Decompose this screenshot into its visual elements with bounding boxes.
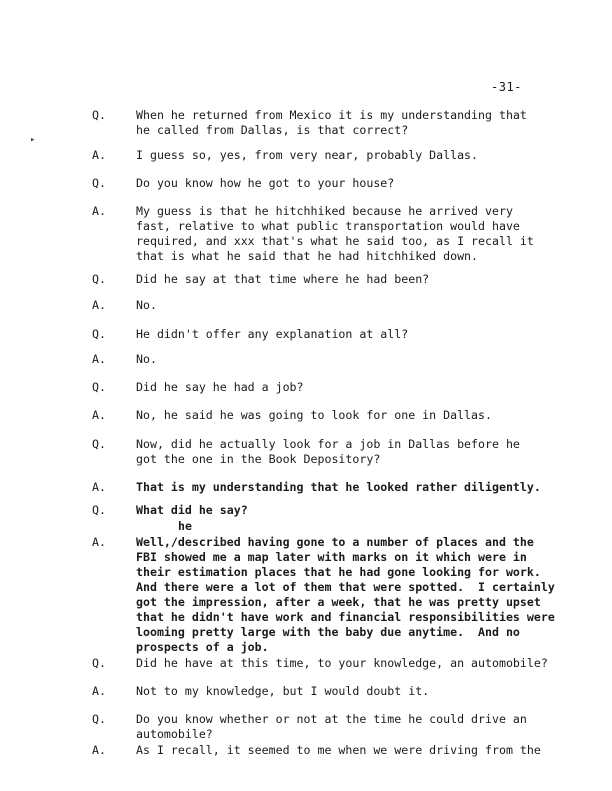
question-label: Q. xyxy=(92,108,106,122)
question-label: Q. xyxy=(92,380,106,394)
text-line: I guess so, yes, from very near, probably Dallas. xyxy=(136,148,479,162)
statement-text xyxy=(136,480,576,495)
text-line: required, and xxx that's what he said too, as I recall it xyxy=(136,234,534,248)
text-line: got the one in the Book Depository? xyxy=(136,452,381,466)
text-line: Well,/described having gone to a number of places and the xyxy=(136,535,534,549)
answer-label: A. xyxy=(92,535,106,549)
text-line: That is my understanding that he looked rather diligently. xyxy=(136,480,541,494)
text-line: No. xyxy=(136,298,157,312)
statement-text xyxy=(136,503,576,518)
answer-label: A. xyxy=(92,480,106,494)
text-line: he called from Dallas, is that correct? xyxy=(136,123,409,137)
text-line: Did he have at this time, to your knowledge, an automobile? xyxy=(136,656,548,670)
statement-text xyxy=(136,408,576,423)
text-line: FBI showed me a map later with marks on it which were in xyxy=(136,550,527,564)
statement-text xyxy=(136,298,576,313)
statement-text xyxy=(136,148,576,163)
statement-text xyxy=(136,327,576,342)
handwritten-insert: he xyxy=(178,519,192,533)
margin-mark: ▸ xyxy=(30,135,36,145)
statement-text xyxy=(136,108,576,138)
text-line: What did he say? xyxy=(136,503,248,517)
statement-text xyxy=(136,352,576,367)
page-number: -31- xyxy=(491,80,522,94)
text-line: that is what he said that he had hitchhiked down. xyxy=(136,249,479,263)
statement-text xyxy=(136,712,576,742)
text-line: Did he say he had a job? xyxy=(136,380,304,394)
question-label: Q. xyxy=(92,656,106,670)
text-line: prospects of a job. xyxy=(136,640,269,654)
answer-label: A. xyxy=(92,298,106,312)
text-line: Do you know how he got to your house? xyxy=(136,176,395,190)
question-label: Q. xyxy=(92,176,106,190)
text-line: Not to my knowledge, but I would doubt it. xyxy=(136,684,430,698)
text-line: As I recall, it seemed to me when we were driving from the xyxy=(136,743,541,757)
answer-label: A. xyxy=(92,743,106,757)
text-line: My guess is that he hitchhiked because he arrived very xyxy=(136,204,513,218)
text-line: Do you know whether or not at the time he could drive an xyxy=(136,712,527,726)
text-line: He didn't offer any explanation at all? xyxy=(136,327,409,341)
text-line: looming pretty large with the baby due anytime. And no xyxy=(136,625,520,639)
text-line: got the impression, after a week, that he was pretty upset xyxy=(136,595,541,609)
statement-text xyxy=(136,743,576,758)
answer-label: A. xyxy=(92,204,106,218)
text-line: No. xyxy=(136,352,157,366)
text-line: And there were a lot of them that were spotted. I certainly xyxy=(136,580,555,594)
question-label: Q. xyxy=(92,503,106,517)
question-label: Q. xyxy=(92,437,106,451)
text-line: their estimation places that he had gone looking for work. xyxy=(136,565,541,579)
statement-text xyxy=(136,176,576,191)
text-line: When he returned from Mexico it is my understanding that xyxy=(136,108,527,122)
answer-label: A. xyxy=(92,148,106,162)
statement-text xyxy=(136,535,576,655)
question-label: Q. xyxy=(92,712,106,726)
statement-text xyxy=(136,684,576,699)
answer-label: A. xyxy=(92,352,106,366)
statement-text xyxy=(136,204,576,264)
statement-text xyxy=(136,380,576,395)
question-label: Q. xyxy=(92,272,106,286)
question-label: Q. xyxy=(92,327,106,341)
text-line: Did he say at that time where he had been? xyxy=(136,272,430,286)
text-line: fast, relative to what public transportation would have xyxy=(136,219,520,233)
answer-label: A. xyxy=(92,408,106,422)
statement-text xyxy=(136,437,576,467)
statement-text xyxy=(136,656,576,671)
text-line: that he didn't have work and financial responsibilities were xyxy=(136,610,555,624)
answer-label: A. xyxy=(92,684,106,698)
statement-text xyxy=(136,272,576,287)
text-line: automobile? xyxy=(136,727,213,741)
text-line: Now, did he actually look for a job in Dallas before he xyxy=(136,437,520,451)
text-line: No, he said he was going to look for one in Dallas. xyxy=(136,408,492,422)
